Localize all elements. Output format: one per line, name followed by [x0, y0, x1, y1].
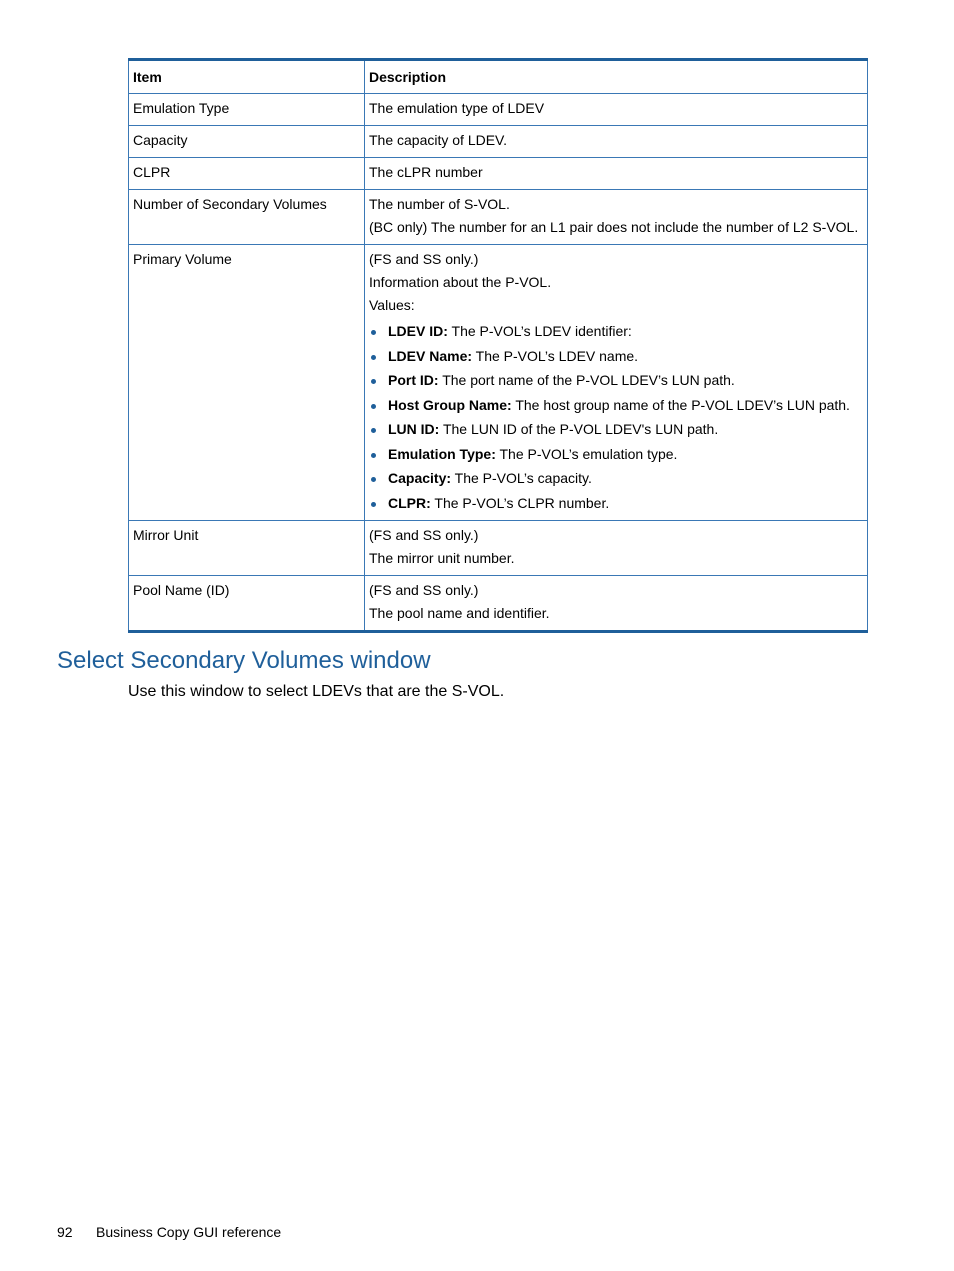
- table-row: [129, 126, 868, 158]
- value-text: The P-VOL’s emulation type.: [495, 445, 678, 462]
- values-list: [369, 319, 863, 515]
- table-row: [129, 94, 868, 126]
- description-line: Information about the P-VOL.: [369, 274, 552, 290]
- row-item: Primary Volume: [129, 245, 365, 521]
- value-text: The P-VOL’s LDEV identifier:: [447, 323, 632, 339]
- value-term: Port ID:: [388, 372, 439, 388]
- description-line: The number of S-VOL.: [369, 196, 510, 212]
- footer-title: Business Copy GUI reference: [96, 1224, 282, 1240]
- row-item: Mirror Unit: [129, 521, 365, 576]
- row-description: [365, 521, 868, 576]
- table-row: [129, 245, 868, 521]
- value-term: LDEV ID:: [388, 323, 448, 339]
- header-item: Item: [129, 60, 365, 94]
- description-line: The cLPR number: [369, 164, 483, 180]
- list-item: [369, 491, 863, 516]
- description-line: The pool name and identifier.: [369, 605, 550, 621]
- description-line: Values:: [369, 297, 415, 313]
- value-term: Host Group Name:: [388, 396, 512, 413]
- list-item: [369, 368, 863, 393]
- row-description: [365, 190, 868, 245]
- list-item: [369, 344, 863, 369]
- value-term: CLPR:: [388, 494, 431, 511]
- value-text: The LUN ID of the P-VOL LDEV's LUN path.: [439, 421, 719, 437]
- list-item: [369, 466, 863, 491]
- description-line: The mirror unit number.: [369, 550, 515, 566]
- row-item: CLPR: [129, 158, 365, 190]
- row-description: [365, 245, 868, 521]
- row-item: Emulation Type: [129, 94, 365, 126]
- table-row: [129, 190, 868, 245]
- list-item: [369, 417, 863, 442]
- value-term: Emulation Type:: [388, 445, 496, 462]
- description-line: (FS and SS only.): [369, 582, 479, 598]
- page-footer: [57, 1222, 281, 1242]
- value-text: The P-VOL’s capacity.: [451, 470, 592, 486]
- row-description: [365, 126, 868, 158]
- description-line: (FS and SS only.): [369, 251, 479, 267]
- list-item: [369, 442, 863, 467]
- description-line: The capacity of LDEV.: [369, 132, 508, 148]
- row-description: [365, 158, 868, 190]
- description-line: (FS and SS only.): [369, 527, 479, 543]
- value-text: The host group name of the P-VOL LDEV’s LUN path.: [511, 396, 850, 413]
- section-paragraph: Use this window to select LDEVs that are the S-VOL.: [128, 683, 505, 700]
- list-item: [369, 319, 863, 344]
- table-header-row: [129, 60, 868, 94]
- value-text: The P-VOL’s LDEV name.: [472, 347, 639, 364]
- reference-table: [128, 58, 868, 633]
- value-text: The P-VOL’s CLPR number.: [430, 494, 610, 511]
- table-row: [129, 521, 868, 576]
- row-description: [365, 576, 868, 632]
- value-term: LUN ID:: [388, 421, 440, 437]
- value-term: LDEV Name:: [388, 347, 473, 364]
- page-number: 92: [57, 1224, 73, 1240]
- header-description: Description: [365, 60, 868, 94]
- value-text: The port name of the P-VOL LDEV’s LUN path.: [438, 372, 735, 388]
- list-item: [369, 393, 863, 418]
- row-item: Capacity: [129, 126, 365, 158]
- description-line: (BC only) The number for an L1 pair does not include the number of L2 S-VOL.: [369, 219, 859, 235]
- row-item: Number of Secondary Volumes: [129, 190, 365, 245]
- table-row: [129, 576, 868, 632]
- row-description: [365, 94, 868, 126]
- value-term: Capacity:: [388, 470, 452, 486]
- table-row: [129, 158, 868, 190]
- description-line: The emulation type of LDEV: [369, 100, 545, 116]
- row-item: Pool Name (ID): [129, 576, 365, 632]
- section-heading: Select Secondary Volumes window: [57, 647, 431, 674]
